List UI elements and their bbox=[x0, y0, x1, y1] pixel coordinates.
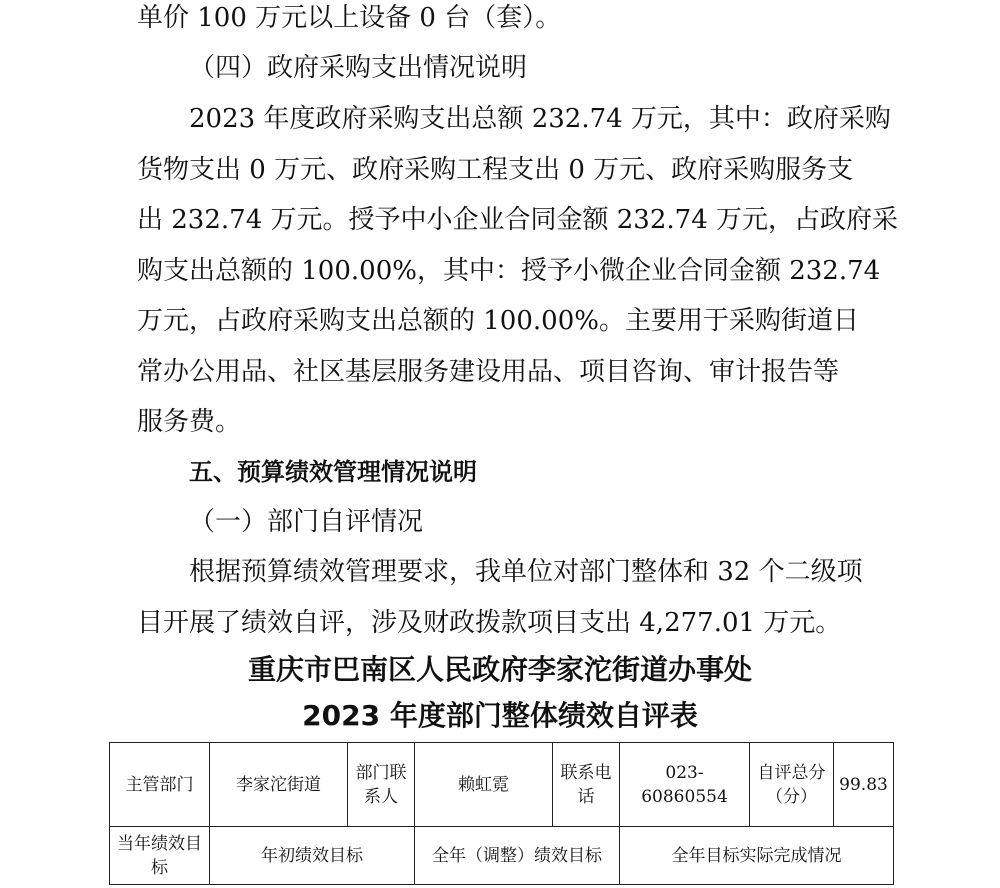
table-row bbox=[110, 827, 894, 885]
text-line: 服务费。 bbox=[137, 407, 242, 437]
contact-value-cell: 赖虹霓 bbox=[415, 743, 553, 827]
performance-table bbox=[109, 742, 894, 885]
text-line: 货物支出 0 万元、政府采购工程支出 0 万元、政府采购服务支 bbox=[137, 154, 854, 185]
score-label-cell: 自评总分（分） bbox=[750, 743, 834, 827]
table-title-line1: 重庆市巴南区人民政府李家沱街道办事处 bbox=[247, 653, 752, 686]
text-line: 出 232.74 万元。授予中小企业合同金额 232.74 万元，占政府采 bbox=[137, 205, 899, 235]
text-line: 常办公用品、社区基层服务建设用品、项目咨询、审计报告等 bbox=[137, 356, 840, 387]
score-value-cell: 99.83 bbox=[834, 743, 894, 827]
text-line: 目开展了绩效自评，涉及财政拨款项目支出 4,277.01 万元。 bbox=[137, 607, 842, 638]
text-line: 万元，占政府采购支出总额的 100.00%。主要用于采购街道日 bbox=[137, 306, 859, 336]
phone-value-cell: 023-60860554 bbox=[620, 743, 750, 827]
self-eval-paragraph bbox=[137, 547, 877, 648]
dept-label-cell: 主管部门 bbox=[110, 743, 210, 827]
equipment-paragraph-tail bbox=[137, 0, 877, 44]
goal-label-cell: 当年绩效目标 bbox=[110, 827, 210, 885]
table-row bbox=[110, 743, 894, 827]
actual-completion-header: 全年目标实际完成情况 bbox=[620, 827, 894, 885]
adjusted-goal-header: 全年（调整）绩效目标 bbox=[415, 827, 620, 885]
section-heading: 五、预算绩效管理情况说明 bbox=[189, 458, 477, 486]
text-line: 根据预算绩效管理要求，我单位对部门整体和 32 个二级项 bbox=[189, 557, 863, 587]
initial-goal-header: 年初绩效目标 bbox=[210, 827, 415, 885]
procurement-heading: （四）政府采购支出情况说明 bbox=[189, 53, 528, 83]
dept-value-cell: 李家沱街道 bbox=[210, 743, 348, 827]
contact-label-cell: 部门联系人 bbox=[348, 743, 415, 827]
text-line: 单价 100 万元以上设备 0 台（套）。 bbox=[137, 3, 562, 33]
phone-label-cell: 联系电话 bbox=[553, 743, 620, 827]
text-line: 购支出总额的 100.00%，其中：授予小微企业合同金额 232.74 bbox=[137, 255, 881, 286]
self-eval-heading: （一）部门自评情况 bbox=[189, 507, 424, 537]
text-line: 2023 年度政府采购支出总额 232.74 万元，其中：政府采购 bbox=[189, 104, 891, 134]
procurement-paragraph bbox=[137, 94, 899, 448]
table-title-line2: 2023 年度部门整体绩效自评表 bbox=[302, 699, 698, 732]
